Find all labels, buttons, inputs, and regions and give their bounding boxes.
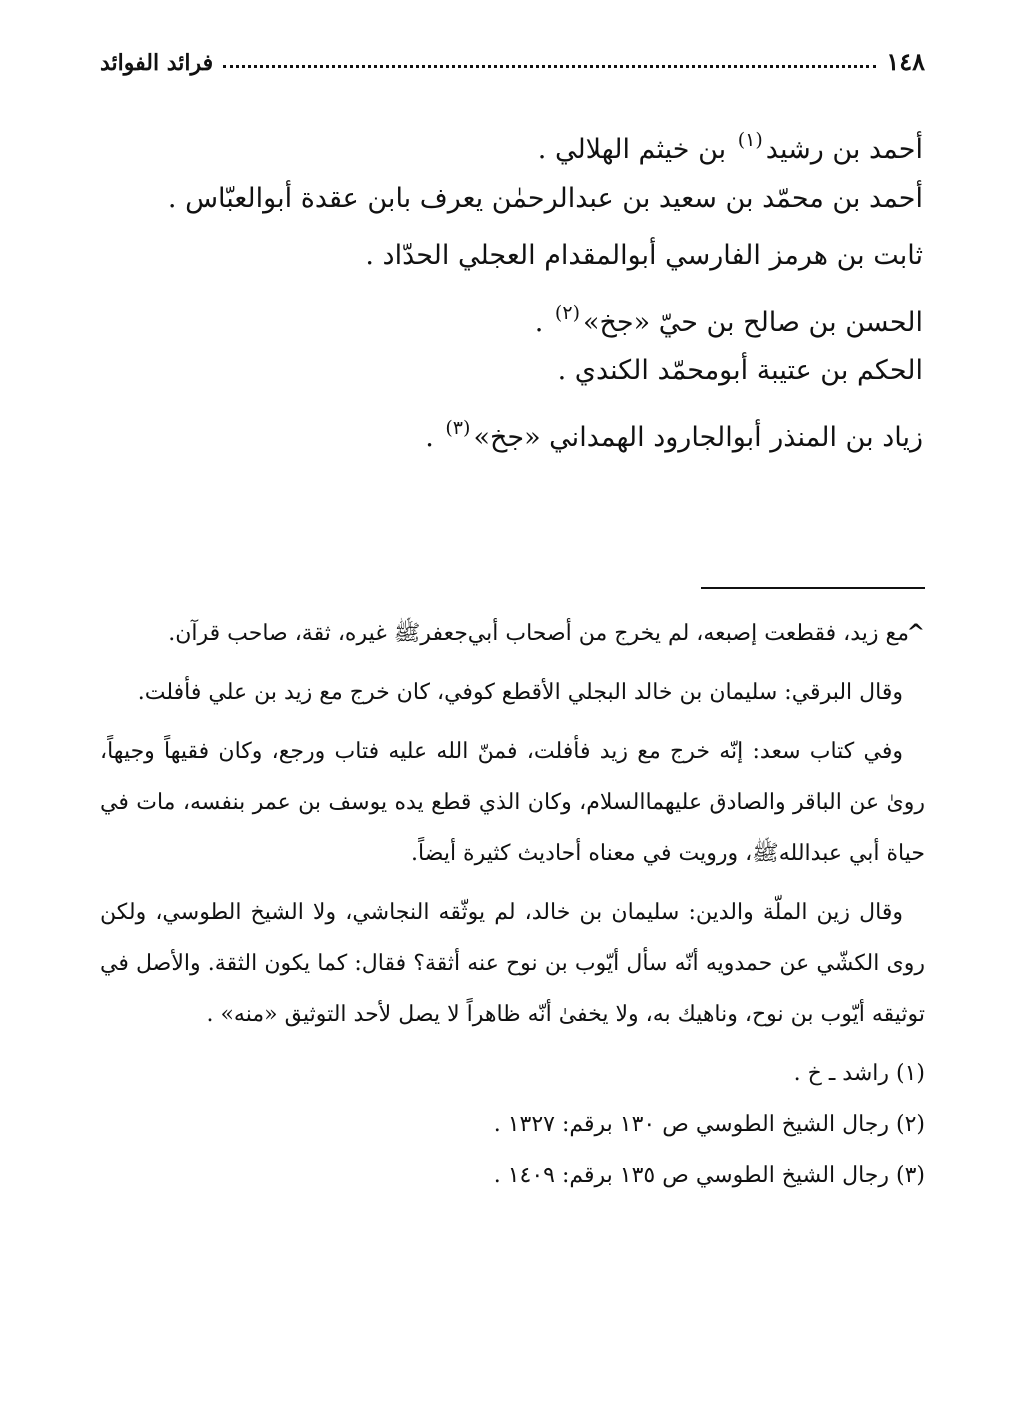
reference-item: (٢) رجال الشيخ الطوسي ص ١٣٠ برقم: ١٣٢٧ . bbox=[493, 1112, 925, 1137]
narrator-name-cont: . bbox=[534, 306, 552, 338]
narrator-name: الحكم بن عتيبة أبومحمّد الكندي . bbox=[557, 355, 923, 386]
footnote-continuation bbox=[100, 608, 925, 659]
page-number: ١٤٨ bbox=[886, 47, 925, 76]
narrator-entry bbox=[100, 400, 923, 458]
narrator-entry bbox=[100, 342, 923, 400]
narrator-name: أحمد بن محمّد بن سعيد بن عبدالرحمٰن يعرف بابن عقدة أبوالعبّاس . bbox=[167, 182, 923, 214]
footnote-ref: (٢) bbox=[554, 301, 580, 324]
narrator-name: أحمد بن رشيد bbox=[765, 134, 923, 165]
footnote-separator bbox=[701, 587, 925, 589]
leader-dots bbox=[223, 65, 876, 68]
narrator-list bbox=[100, 112, 923, 457]
footnote-paragraph: وفي كتاب سعد: إنّه خرج مع زيد فأفلت، فمنّ الله عليه فتاب ورجع، وكان فقيهاً وجيهاً، روىٰ عن الباقر والصادق عليهماالسلام، وكان الذي قطع يده يوسف بن عمر بنفسه، مات في حياة أبي عبداللهﷺ، ورويت في معناه أحاديث كثيرة أيضاً. bbox=[100, 739, 925, 866]
narrator-name: ثابت بن هرمز الفارسي أبوالمقدام العجلي الحدّاد . bbox=[365, 240, 923, 271]
footnote-paragraph: وقال زين الملّة والدين: سليمان بن خالد، لم يوثّقه النجاشي، ولا الشيخ الطوسي، ولكن روى الكشّي عن حمدويه أنّه سأل أيّوب بن نوح عنه أثقة؟ فقال: كما يكون الثقة. والأصل في توثيقه أيّوب بن نوح، وناهيك به، ولا يخفىٰ أنّه ظاهراً لا يصل لأحد التوثيق «منه» . bbox=[100, 900, 925, 1027]
reference-list bbox=[100, 1048, 925, 1201]
reference-item: (١) راشد ـ خ . bbox=[793, 1061, 925, 1086]
narrator-entry bbox=[100, 170, 923, 228]
book-title: فرائد الفوائد bbox=[100, 50, 214, 76]
running-header bbox=[100, 36, 925, 76]
footnote-paragraph: وقال البرقي: سليمان بن خالد البجلي الأقطع كوفي، كان خرج مع زيد بن علي فأفلت. bbox=[137, 680, 903, 705]
narrator-entry bbox=[100, 285, 923, 343]
narrator-entry bbox=[100, 112, 923, 170]
narrator-entry bbox=[100, 227, 923, 285]
footnotes bbox=[100, 608, 925, 1201]
narrator-name-cont: . bbox=[425, 421, 443, 453]
narrator-name: زياد بن المنذر أبوالجارود الهمداني «جخ» bbox=[473, 421, 923, 453]
reference-item: (٣) رجال الشيخ الطوسي ص ١٣٥ برقم: ١٤٠٩ . bbox=[493, 1163, 925, 1188]
narrator-name: الحسن بن صالح بن حيّ «جخ» bbox=[582, 306, 923, 338]
footnote-ref: (١) bbox=[737, 129, 763, 151]
continuation-mark: ^ bbox=[906, 620, 925, 646]
footnote-text: مع زيد، فقطعت إصبعه، لم يخرج من أصحاب أبي‌جعفرﷺ غيره، ثقة، صاحب قرآن. bbox=[168, 621, 909, 646]
narrator-name-cont: بن خيثم الهلالي . bbox=[537, 134, 735, 165]
footnote-ref: (٣) bbox=[445, 416, 471, 439]
